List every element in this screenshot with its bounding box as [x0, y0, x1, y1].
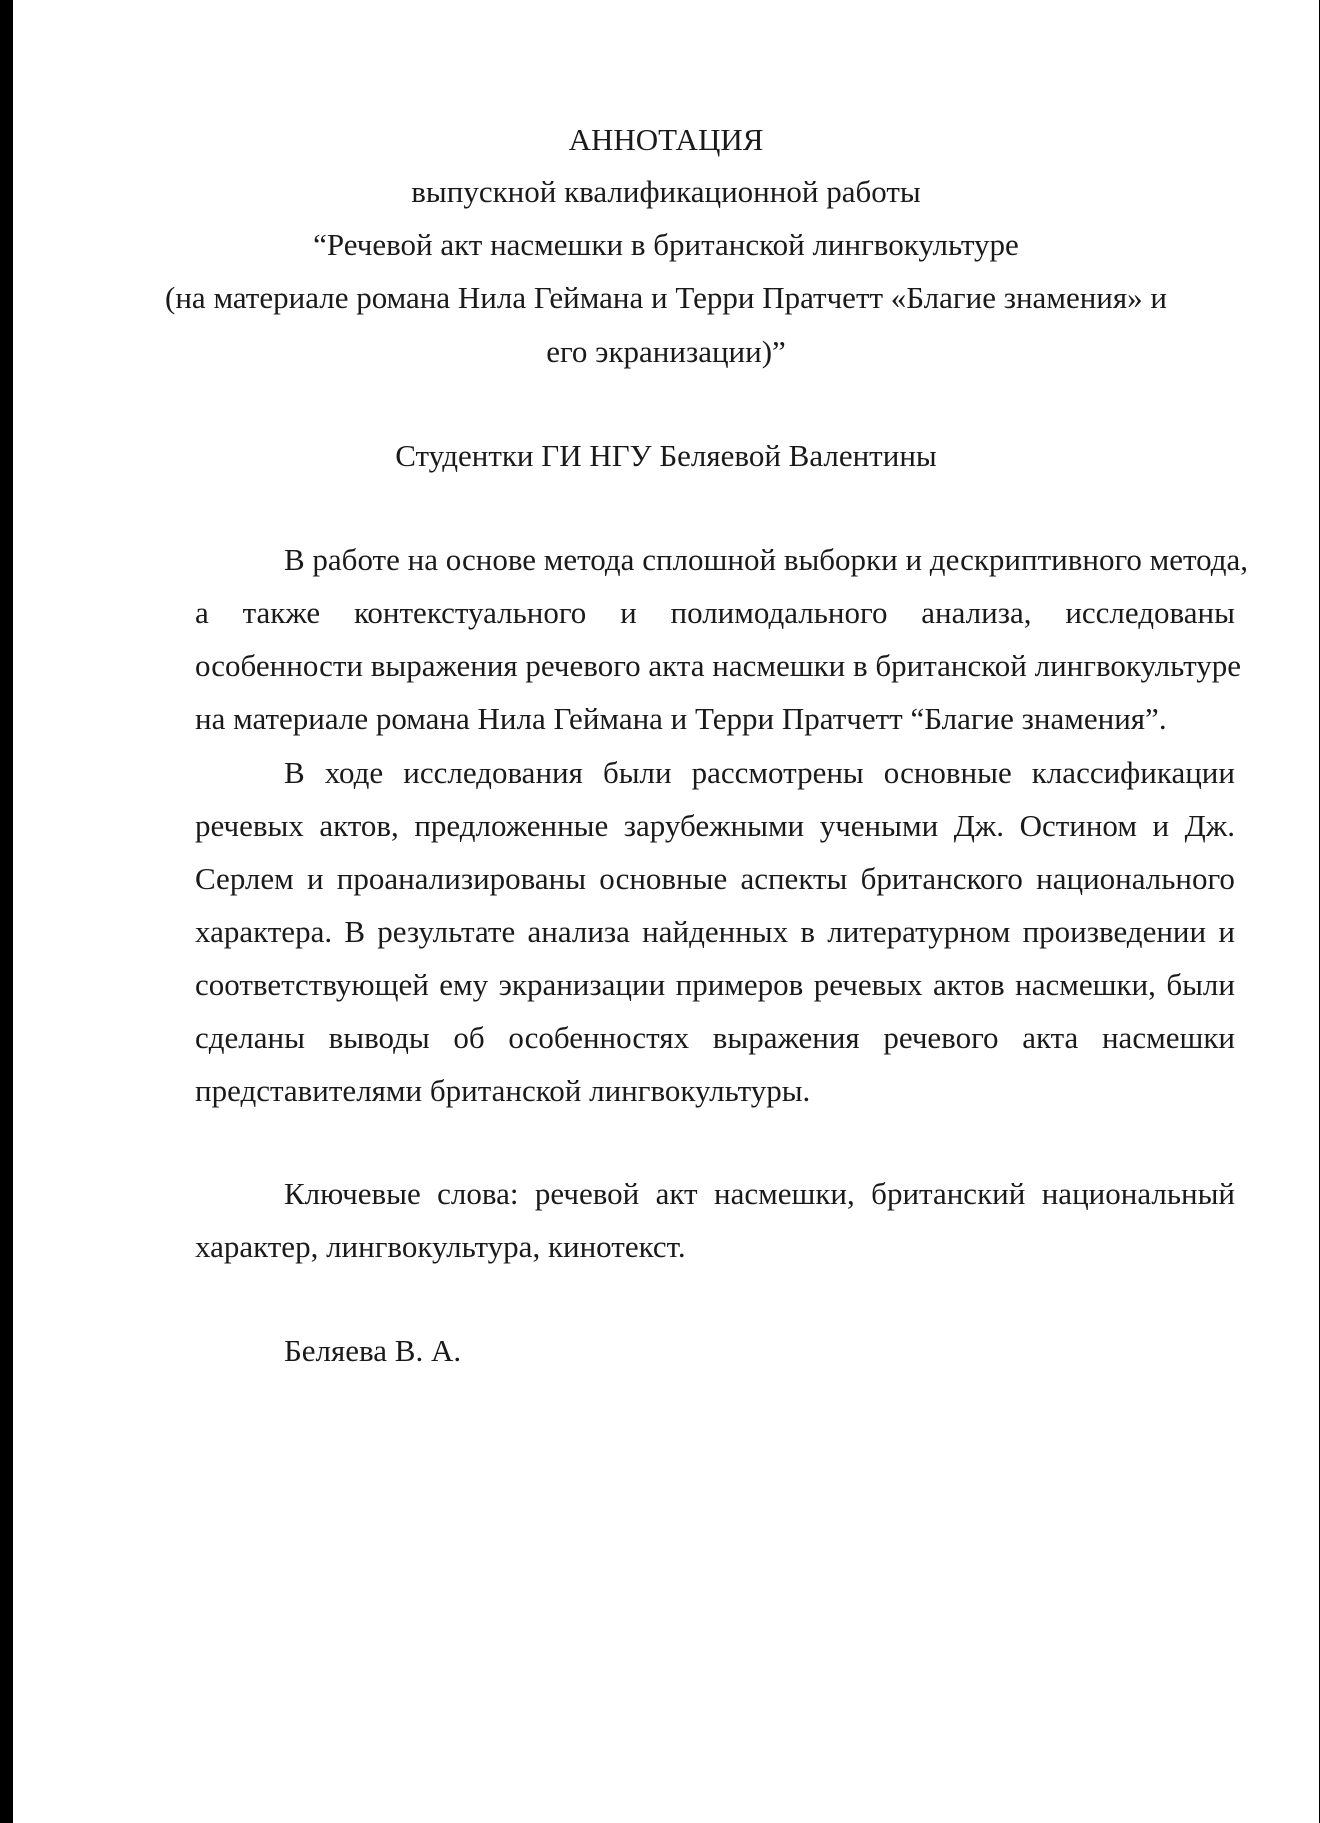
- word: были: [602, 755, 672, 790]
- document-subtitle: выпускной квалификационной работы: [411, 174, 921, 209]
- word: Дж.: [1184, 808, 1235, 843]
- document-page: [13, 0, 1319, 1823]
- paragraph-2-line-1: [284, 757, 1235, 788]
- word: были: [1166, 967, 1235, 1002]
- word: также: [242, 595, 321, 630]
- word: сделаны: [195, 1020, 305, 1055]
- word: примеров: [675, 967, 804, 1002]
- word: основные: [883, 755, 1012, 790]
- word: а: [195, 595, 209, 630]
- word: литературном: [827, 914, 1011, 949]
- paragraph-2-line-2: [195, 810, 1235, 841]
- word: в: [800, 914, 816, 949]
- document-title: АННОТАЦИЯ: [568, 122, 764, 157]
- thesis-title-line-3: его экранизации)”: [546, 334, 786, 369]
- word: национальный: [1041, 1176, 1235, 1211]
- paragraph-1-line-3: особенности выражения речевого акта насмешки в британской лингвокультуре: [195, 648, 1241, 683]
- word: насмешки: [1101, 1020, 1235, 1055]
- word: и: [620, 595, 637, 630]
- keywords-line-2: характер, лингвокультура, кинотекст.: [195, 1229, 686, 1264]
- word: зарубежными: [623, 808, 805, 843]
- word: и: [1152, 808, 1170, 843]
- word: исследования: [403, 755, 583, 790]
- word: речевых: [813, 967, 923, 1002]
- word: насмешки,: [714, 1176, 855, 1211]
- word: анализа,: [921, 595, 1032, 630]
- word: речевых: [195, 808, 304, 843]
- word: и: [306, 861, 324, 896]
- word: речевого: [883, 1020, 999, 1055]
- signature: Беляева В. А.: [284, 1333, 462, 1368]
- paragraph-2-line-6: [195, 1022, 1235, 1053]
- word: акт: [655, 1176, 698, 1211]
- word: акта: [1022, 1020, 1079, 1055]
- word: предложенные: [414, 808, 609, 843]
- word: В: [284, 755, 305, 790]
- word: исследованы: [1065, 595, 1235, 630]
- word: выражения: [712, 1020, 860, 1055]
- word: характера.: [195, 914, 333, 949]
- paragraph-2-line-5: [195, 969, 1235, 1000]
- word: речевой: [534, 1176, 640, 1211]
- word: Ключевые: [284, 1176, 421, 1211]
- thesis-title-line-1: “Речевой акт насмешки в британской лингвокультуре: [313, 227, 1019, 262]
- keywords-line-1: [284, 1178, 1235, 1209]
- word: об: [453, 1020, 485, 1055]
- word: британский: [871, 1176, 1026, 1211]
- word: учеными: [819, 808, 939, 843]
- word: Серлем: [195, 861, 294, 896]
- paragraph-2-line-7: представителями британской лингвокультуры.: [195, 1073, 811, 1108]
- word: ходе: [324, 755, 384, 790]
- word: насмешки,: [1015, 967, 1156, 1002]
- word: найденных: [642, 914, 789, 949]
- paragraph-1-line-2: [195, 597, 1235, 628]
- word: результате: [377, 914, 516, 949]
- word: проанализированы: [336, 861, 587, 896]
- word: полимодального: [670, 595, 888, 630]
- word: аспекты: [740, 861, 848, 896]
- paragraph-2-line-4: [195, 916, 1235, 947]
- paragraph-2-line-3: [195, 863, 1235, 894]
- word: основные: [599, 861, 728, 896]
- word: особенностях: [508, 1020, 690, 1055]
- word: контекстуального: [353, 595, 587, 630]
- word: экранизации: [498, 967, 666, 1002]
- word: ему: [439, 967, 489, 1002]
- word: соответствующей: [195, 967, 429, 1002]
- word: актов,: [319, 808, 399, 843]
- word: выводы: [328, 1020, 430, 1055]
- word: рассмотрены: [691, 755, 864, 790]
- word: британского: [860, 861, 1023, 896]
- paragraph-1-line-4: на материале романа Нила Геймана и Терри Пратчетт “Благие знамения”.: [195, 701, 1167, 736]
- thesis-title-line-2: (на материале романа Нила Геймана и Терри Пратчетт «Благие знамения» и: [165, 280, 1167, 315]
- word: слова:: [437, 1176, 519, 1211]
- word: классификации: [1031, 755, 1235, 790]
- word: Остином: [1019, 808, 1137, 843]
- word: В: [344, 914, 365, 949]
- word: произведении: [1022, 914, 1207, 949]
- word: анализа: [527, 914, 630, 949]
- word: актов: [933, 967, 1005, 1002]
- word: Дж.: [953, 808, 1005, 843]
- paragraph-1-line-1: В работе на основе метода сплошной выборки и дескриптивного метода,: [284, 542, 1249, 577]
- author-line: Студентки ГИ НГУ Беляевой Валентины: [395, 438, 937, 473]
- word: и: [1218, 914, 1235, 949]
- word: национального: [1036, 861, 1235, 896]
